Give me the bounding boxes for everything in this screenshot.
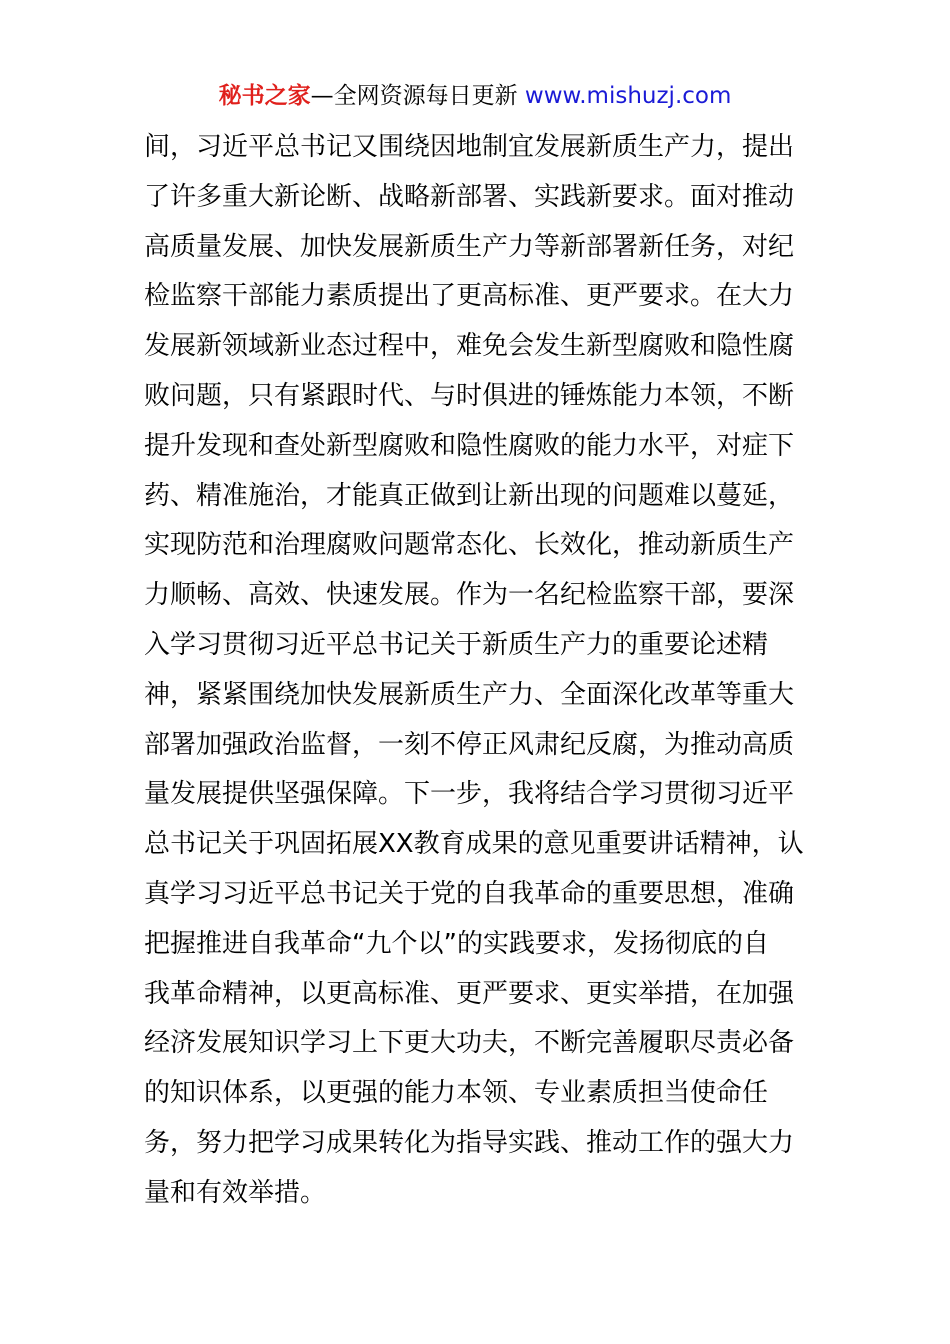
text-line: 我革命精神，以更高标准、更严要求、更实举措，在加强 — [144, 978, 795, 1009]
text-line: 了许多重大新论断、战略新部署、实践新要求。面对推动 — [144, 181, 795, 212]
text-line: 神，紧紧围绕加快发展新质生产力、全面深化改革等重大 — [144, 679, 795, 710]
document-body — [144, 123, 824, 1219]
text-line: 的知识体系，以更强的能力本领、专业素质担当使命任 — [144, 1078, 769, 1109]
text-line: 量发展提供坚强保障。下一步，我将结合学习贯彻习近平 — [144, 779, 795, 810]
text-line: 部署加强政治监督，一刻不停正风肃纪反腐，为推动高质 — [144, 729, 795, 760]
text-line: 入学习贯彻习近平总书记关于新质生产力的重要论述精 — [144, 629, 769, 660]
text-line: 高质量发展、加快发展新质生产力等新部署新任务，对纪 — [144, 231, 795, 262]
text-line: 把握推进自我革命“九个以”的实践要求，发扬彻底的自 — [144, 928, 769, 959]
header-tagline: —全网资源每日更新 — [310, 83, 518, 109]
text-line: 提升发现和查处新型腐败和隐性腐败的能力水平，对症下 — [144, 430, 795, 461]
text-line: 总书记关于巩固拓展XX教育成果的意见重要讲话精神，认 — [144, 829, 804, 860]
brand-name: 秘书之家 — [218, 83, 311, 109]
text-line: 量和有效举措。 — [144, 1177, 327, 1208]
text-line: 真学习习近平总书记关于党的自我革命的重要思想，准确 — [144, 878, 795, 909]
text-line: 药、精准施治，才能真正做到让新出现的问题难以蔓延， — [144, 480, 795, 511]
site-url-link[interactable]: www.mishuzj.com — [524, 83, 732, 109]
text-line: 发展新领域新业态过程中，难免会发生新型腐败和隐性腐 — [144, 331, 795, 362]
text-line: 务，努力把学习成果转化为指导实践、推动工作的强大力 — [144, 1127, 795, 1158]
text-line: 检监察干部能力素质提出了更高标准、更严要求。在大力 — [144, 281, 795, 312]
text-line: 败问题，只有紧跟时代、与时俱进的锤炼能力本领，不断 — [144, 380, 795, 411]
text-line: 实现防范和治理腐败问题常态化、长效化，推动新质生产 — [144, 530, 795, 561]
page-header — [0, 80, 950, 112]
text-line: 间，习近平总书记又围绕因地制宜发展新质生产力，提出 — [144, 132, 795, 162]
text-line: 力顺畅、高效、快速发展。作为一名纪检监察干部，要深 — [144, 580, 795, 611]
text-line: 经济发展知识学习上下更大功夫，不断完善履职尽责必备 — [144, 1028, 795, 1059]
